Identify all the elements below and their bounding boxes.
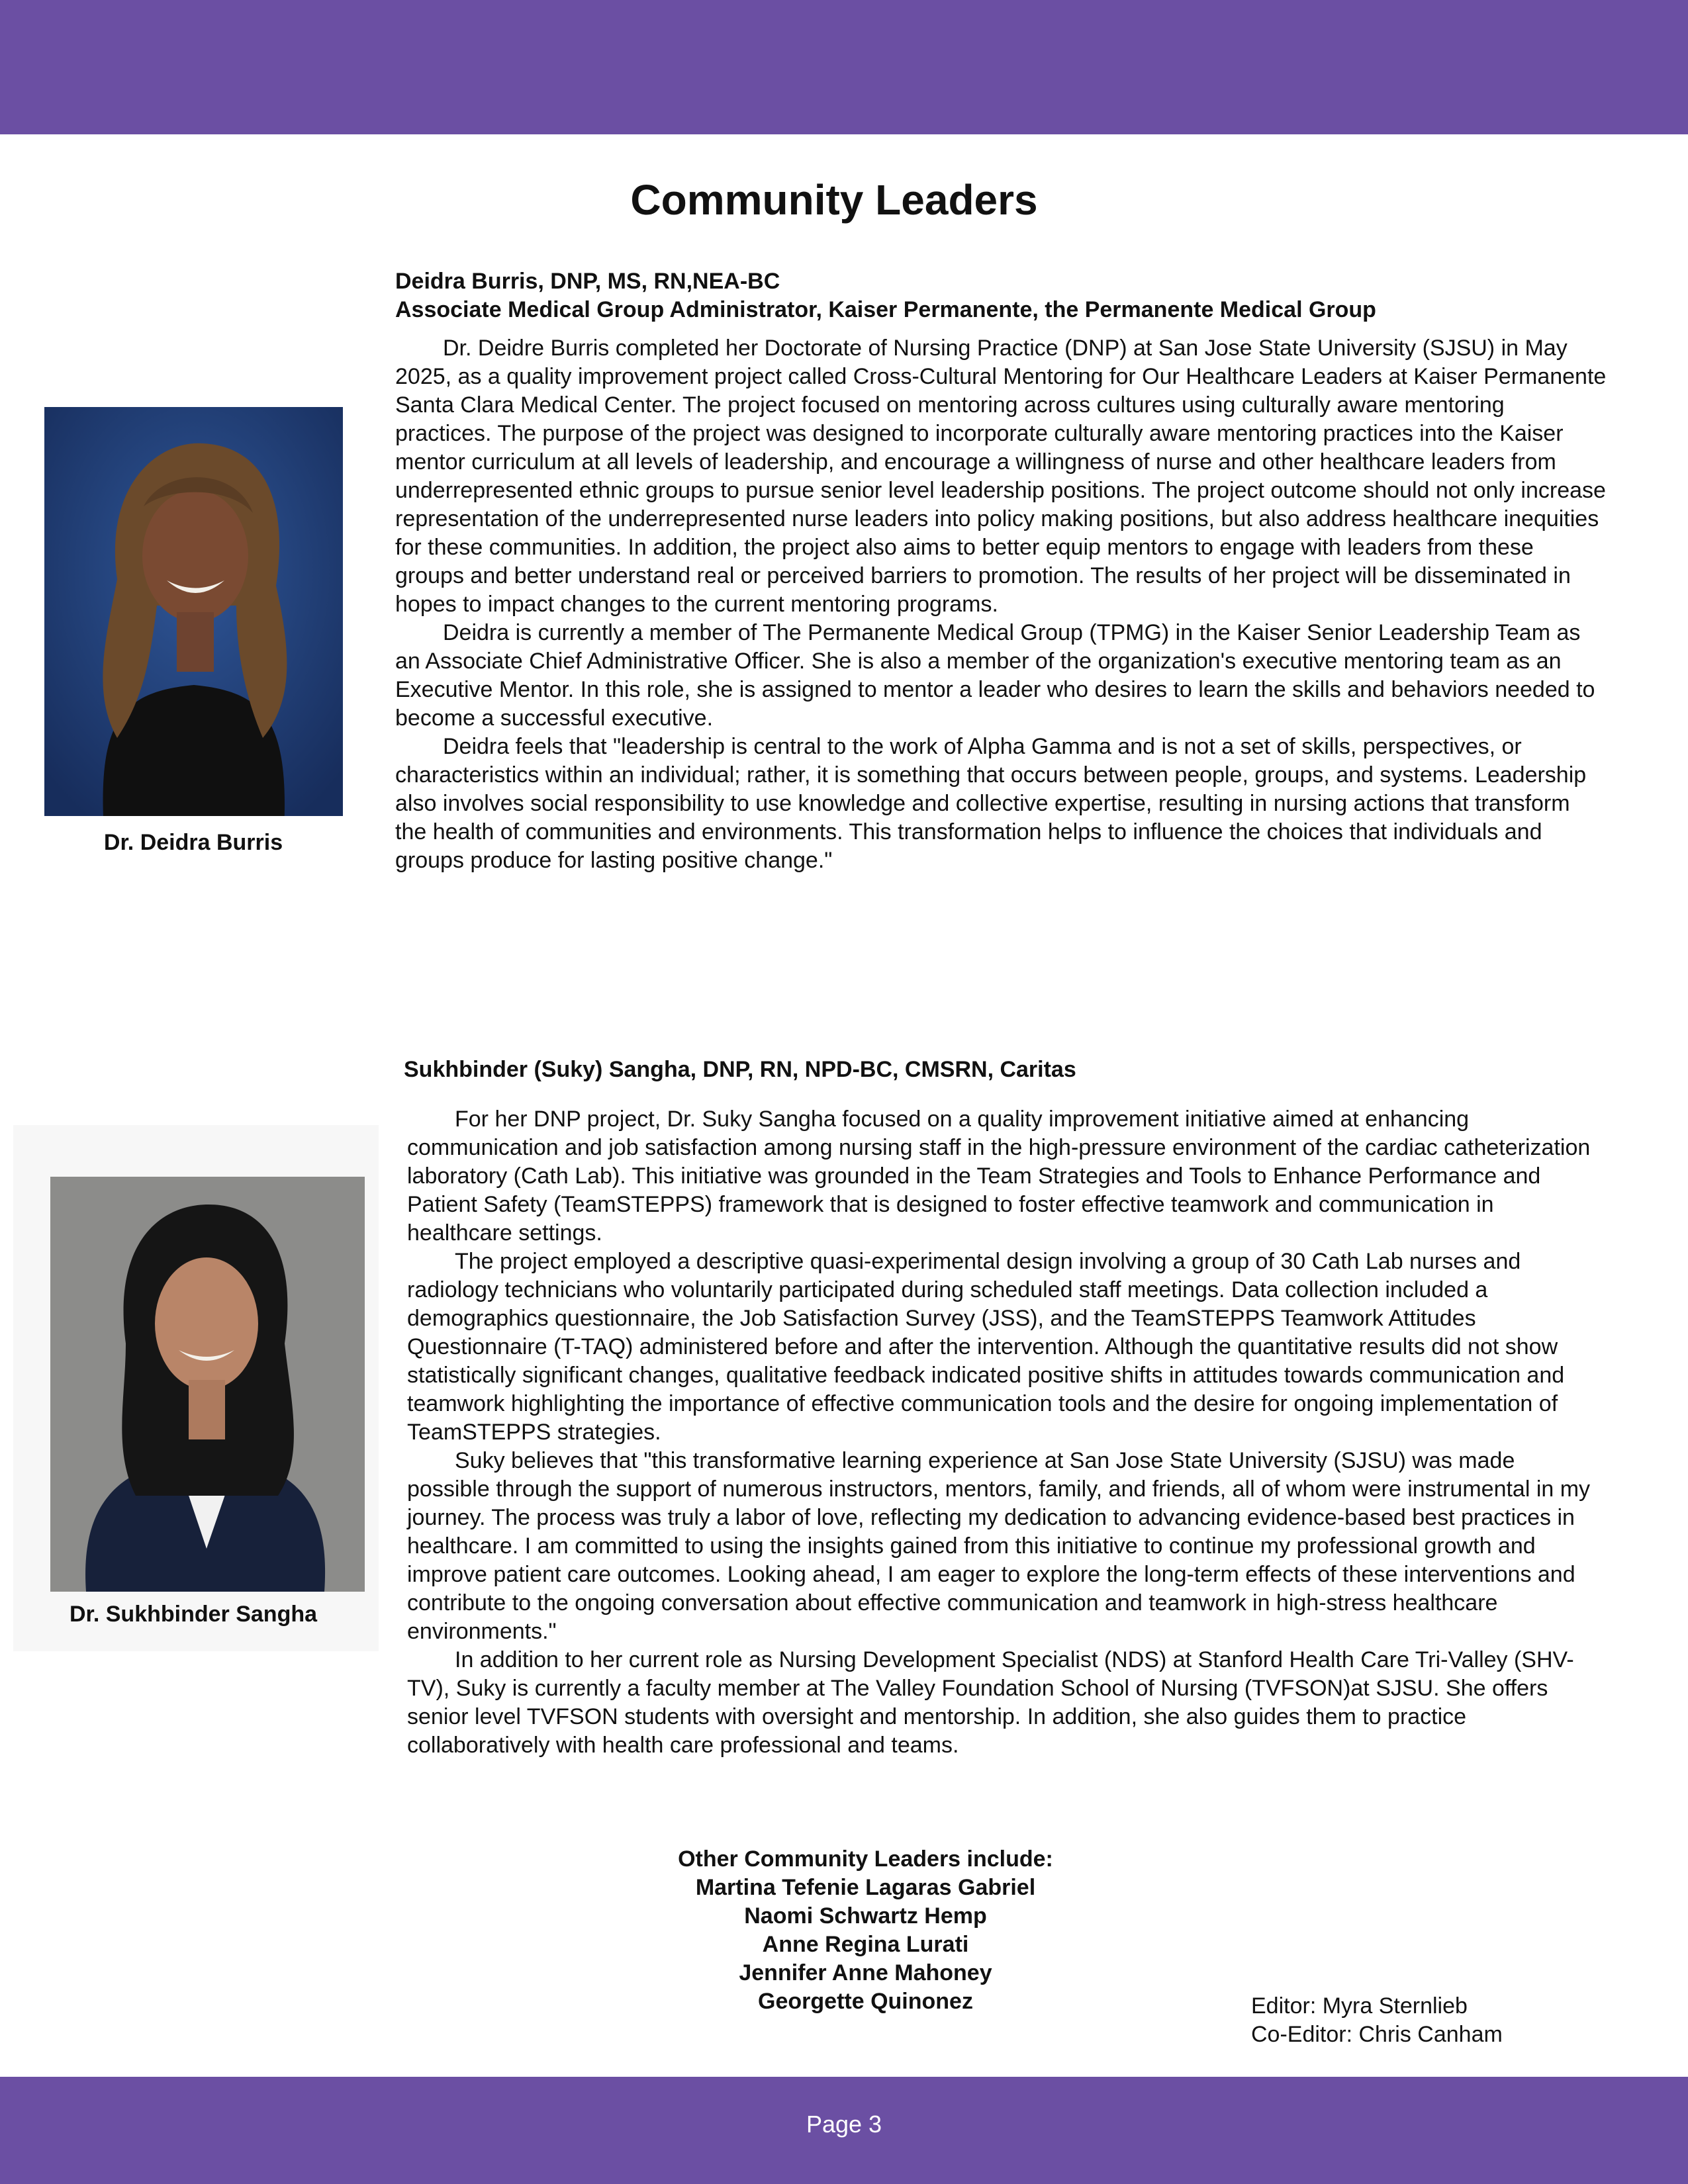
editor-line: Editor: Myra Sternlieb bbox=[1251, 1993, 1468, 2019]
other-leader-name: Anne Regina Lurati bbox=[762, 1932, 969, 1957]
leader2-bio-paragraph: For her DNP project, Dr. Suky Sangha focused on a quality improvement initiative aimed at enhancing communication and job satisfaction among nursing staff in the high-pressure environment of the cardiac catheterization laboratory (Cath Lab). This initiative was grounded in the Team Strategies and Tools to Enhance Performance and Patient Safety (TeamSTEPPS) framework that is designed to foster effective teamwork and communication in healthcare settings. bbox=[407, 1107, 1591, 1246]
portrait-photo bbox=[44, 407, 343, 816]
other-leader-name: Naomi Schwartz Hemp bbox=[744, 1903, 987, 1929]
leader2-bio bbox=[407, 1105, 1602, 1760]
page-title: Community Leaders bbox=[630, 176, 1038, 224]
leader2-bio-paragraph: The project employed a descriptive quasi-experimental design involving a group of 30 Cath Lab nurses and radiology technicians who voluntarily participated during scheduled staff meetings. Data collection included a demographics questionnaire, the Job Satisfaction Survey (JSS), and the TeamSTEPPS Teamwork Attitudes Questionnaire (T-TAQ) administered before and after the intervention. Although the quantitative results did not show statistically significant changes, qualitative feedback indicated positive shifts in attitudes towards communication and teamwork highlighting the importance of effective communication tools and the desire for ongoing implementation of TeamSTEPPS strategies. bbox=[407, 1249, 1565, 1445]
other-leader-name: Martina Tefenie Lagaras Gabriel bbox=[695, 1875, 1036, 1900]
page-number: Page 3 bbox=[806, 2111, 882, 2138]
leader1-bio-paragraph: Deidra feels that "leadership is central to the work of Alpha Gamma and is not a set of skills, perspectives, or characteristics within an individual; rather, it is something that occurs between people, groups, and systems. Leadership also involves social responsibility to use knowledge and collective expertise, resulting in nursing actions that transform the health of communities and environments. This transformation helps to influence the choices that individuals and groups produce for lasting positive change." bbox=[395, 734, 1587, 873]
leader2-name-line: Sukhbinder (Suky) Sangha, DNP, RN, NPD-BC, CMSRN, Caritas bbox=[404, 1057, 1076, 1082]
leader1-bio-paragraph: Deidra is currently a member of The Permanente Medical Group (TPMG) in the Kaiser Senior Leadership Team as an Associate Chief Administrative Officer. She is also a member of the organization's executive mentoring team as an Executive Mentor. In this role, she is assigned to mentor a leader who desires to learn the skills and behaviors needed to become a successful executive. bbox=[395, 620, 1595, 731]
other-leaders-heading: Other Community Leaders include: bbox=[678, 1846, 1053, 1872]
header-band bbox=[0, 0, 1688, 134]
other-leader-name: Jennifer Anne Mahoney bbox=[739, 1960, 992, 1985]
leader1-name-line: Deidra Burris, DNP, MS, RN,NEA-BC bbox=[395, 269, 780, 294]
portrait-deidra-burris bbox=[44, 407, 343, 816]
leader1-bio bbox=[395, 334, 1607, 875]
leader1-bio-paragraph: Dr. Deidre Burris completed her Doctorate of Nursing Practice (DNP) at San Jose State University (SJSU) in May 2025, as a quality improvement project called Cross-Cultural Mentoring for Our Healthcare Leaders at Kaiser Permanente Santa Clara Medical Center. The project focused on mentoring across cultures using culturally aware mentoring practices. The purpose of the project was designed to incorporate culturally aware mentoring practices into the Kaiser mentor curriculum at all levels of leadership, and encourage a willingness of nurse and other healthcare leaders from underrepresented ethnic groups to pursue senior level leadership positions. The project outcome should not only increase representation of the underrepresented nurse leaders into policy making positions, but also address healthcare inequities for these communities. In addition, the project also aims to better equip mentors to engage with leaders from these groups and better understand real or perceived barriers to promotion. The results of her project will be disseminated in hopes to impact changes to the current mentoring programs. bbox=[395, 336, 1607, 617]
leader2-caption: Dr. Sukhbinder Sangha bbox=[69, 1602, 318, 1627]
leader2-bio-paragraph: Suky believes that "this transformative learning experience at San Jose State University (SJSU) was made possible through the support of numerous instructors, mentors, family, and friends, all of whom were instrumental in my journey. The process was truly a labor of love, reflecting my dedication to advancing evidence-based best practices in healthcare. I am committed to using the insights gained from this initiative to continue my professional growth and improve patient care outcomes. Looking ahead, I am eager to explore the long-term effects of these interventions and contribute to the ongoing conversation about effective communication and teamwork in high-stress healthcare environments." bbox=[407, 1448, 1591, 1644]
leader1-role-line: Associate Medical Group Administrator, Kaiser Permanente, the Permanente Medical Group bbox=[395, 297, 1376, 322]
editor-credits bbox=[1251, 1992, 1503, 2049]
other-leader-name: Georgette Quinonez bbox=[758, 1989, 973, 2014]
other-leaders-list bbox=[556, 1845, 1175, 2016]
co-editor-line: Co-Editor: Chris Canham bbox=[1251, 2022, 1503, 2047]
leader1-caption: Dr. Deidra Burris bbox=[103, 830, 283, 855]
portrait-photo bbox=[13, 1125, 379, 1651]
portrait-frame-sangha bbox=[13, 1125, 379, 1651]
leader2-bio-paragraph: In addition to her current role as Nursing Development Specialist (NDS) at Stanford Health Care Tri-Valley (SHV-TV), Suky is currently a faculty member at The Valley Foundation School of Nursing (TVFSON)at SJSU. She offers senior level TVFSON students with oversight and mentorship. In addition, she also guides them to practice collaboratively with health care professional and teams. bbox=[407, 1647, 1574, 1758]
